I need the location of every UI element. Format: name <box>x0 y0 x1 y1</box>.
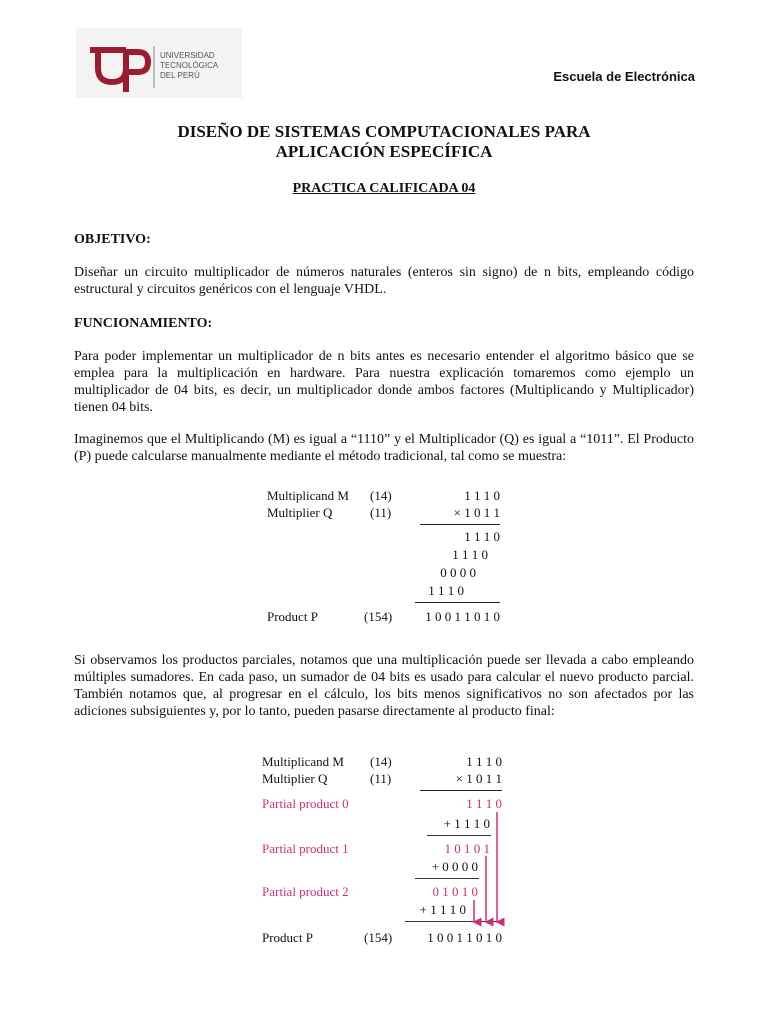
multiplicand-label: Multiplicand M <box>267 488 349 503</box>
partial-product-2-label: Partial product 2 <box>262 884 349 899</box>
partial-product-2-value: 0 1 0 1 0 <box>432 884 478 899</box>
logo-line-1: UNIVERSIDAD <box>160 51 215 60</box>
funcionamiento-paragraph-3: Si observamos los productos parciales, notamos que una multiplicación puede ser llevada a cabo empleando múltiples sumadores. En cada paso, un sumador de 04 bits es usado para calcular el nuevo producto parcial. También notamos que, al progresar en el cálculo, los bits menos significativos no son afectados por las adiciones subsiguientes y, por lo tanto, pueden pasarse directamente al producto final: <box>74 653 694 719</box>
multiplier-decimal: (11) <box>370 771 392 786</box>
partial-row-2: 0 0 0 0 <box>440 565 476 580</box>
multiplier-label: Multiplier Q <box>267 505 333 520</box>
document-title-line-1: DISEÑO DE SISTEMAS COMPUTACIONALES PARA <box>177 122 591 141</box>
multiplier-binary: × 1 0 1 1 <box>455 771 502 786</box>
carry-down-arrows <box>255 750 510 950</box>
logo-line-2: TECNOLÓGICA <box>160 61 219 70</box>
addend-row-2: + 0 0 0 0 <box>431 859 478 874</box>
partial-product-0-value: 1 1 1 0 <box>466 796 502 811</box>
addend-row-1: + 1 1 1 0 <box>443 816 490 831</box>
product-decimal: (154) <box>364 930 393 945</box>
partial-product-1-label: Partial product 1 <box>262 841 349 856</box>
multiplicand-decimal: (14) <box>370 754 392 769</box>
multiplicand-decimal: (14) <box>370 488 392 503</box>
partial-row-3: 1 1 1 0 <box>428 583 464 598</box>
multiplier-binary: × 1 0 1 1 <box>453 505 500 520</box>
product-decimal: (154) <box>364 609 393 624</box>
multiplier-decimal: (11) <box>370 505 392 520</box>
document-subtitle: PRACTICA CALIFICADA 04 <box>292 181 476 196</box>
product-label: Product P <box>262 930 313 945</box>
partial-row-1: 1 1 1 0 <box>452 547 488 562</box>
objetivo-heading: OBJETIVO: <box>74 232 151 247</box>
university-logo <box>76 28 242 98</box>
multiplication-figure-1 <box>260 484 510 629</box>
product-label: Product P <box>267 609 318 624</box>
funcionamiento-heading: FUNCIONAMIENTO: <box>74 316 213 331</box>
multiplicand-binary: 1 1 1 0 <box>464 488 500 503</box>
partial-product-1-value: 1 0 1 0 1 <box>444 841 490 856</box>
product-binary: 1 0 0 1 1 0 1 0 <box>425 609 500 624</box>
product-binary: 1 0 0 1 1 0 1 0 <box>427 930 502 945</box>
funcionamiento-paragraph-1: Para poder implementar un multiplicador de n bits antes es necesario entender el algoritmo básico que se emplea para la multiplicación en hardware. Para nuestra explicación tomaremos como ejemplo un multiplicador de 04 bits, es decir, un multiplicador donde ambos factores (Multiplicando y Multiplicador) tienen 04 bits. <box>74 349 694 415</box>
logo-line-3: DEL PERÚ <box>160 71 200 80</box>
partial-product-0-label: Partial product 0 <box>262 796 349 811</box>
multiplication-figure-2 <box>255 750 510 950</box>
school-name: Escuela de Electrónica <box>553 69 695 84</box>
funcionamiento-paragraph-2: Imaginemos que el Multiplicando (M) es igual a “1110” y el Multiplicador (Q) es igual a “1011”. El Producto (P) puede calcularse manualmente mediante el método tradicional, tal como se muestra: <box>74 432 694 464</box>
document-title-line-2: APLICACIÓN ESPECÍFICA <box>275 142 493 161</box>
divider-line <box>420 524 500 525</box>
objetivo-text: Diseñar un circuito multiplicador de números naturales (enteros sin signo) de n bits, empleando código estructural y circuitos genéricos con el lenguaje VHDL. <box>74 265 694 297</box>
multiplicand-label: Multiplicand M <box>262 754 344 769</box>
multiplier-label: Multiplier Q <box>262 771 328 786</box>
multiplicand-binary: 1 1 1 0 <box>466 754 502 769</box>
addend-row-3: + 1 1 1 0 <box>419 902 466 917</box>
divider-line <box>415 602 500 603</box>
partial-row-0: 1 1 1 0 <box>464 529 500 544</box>
utp-logo-icon <box>76 28 242 98</box>
